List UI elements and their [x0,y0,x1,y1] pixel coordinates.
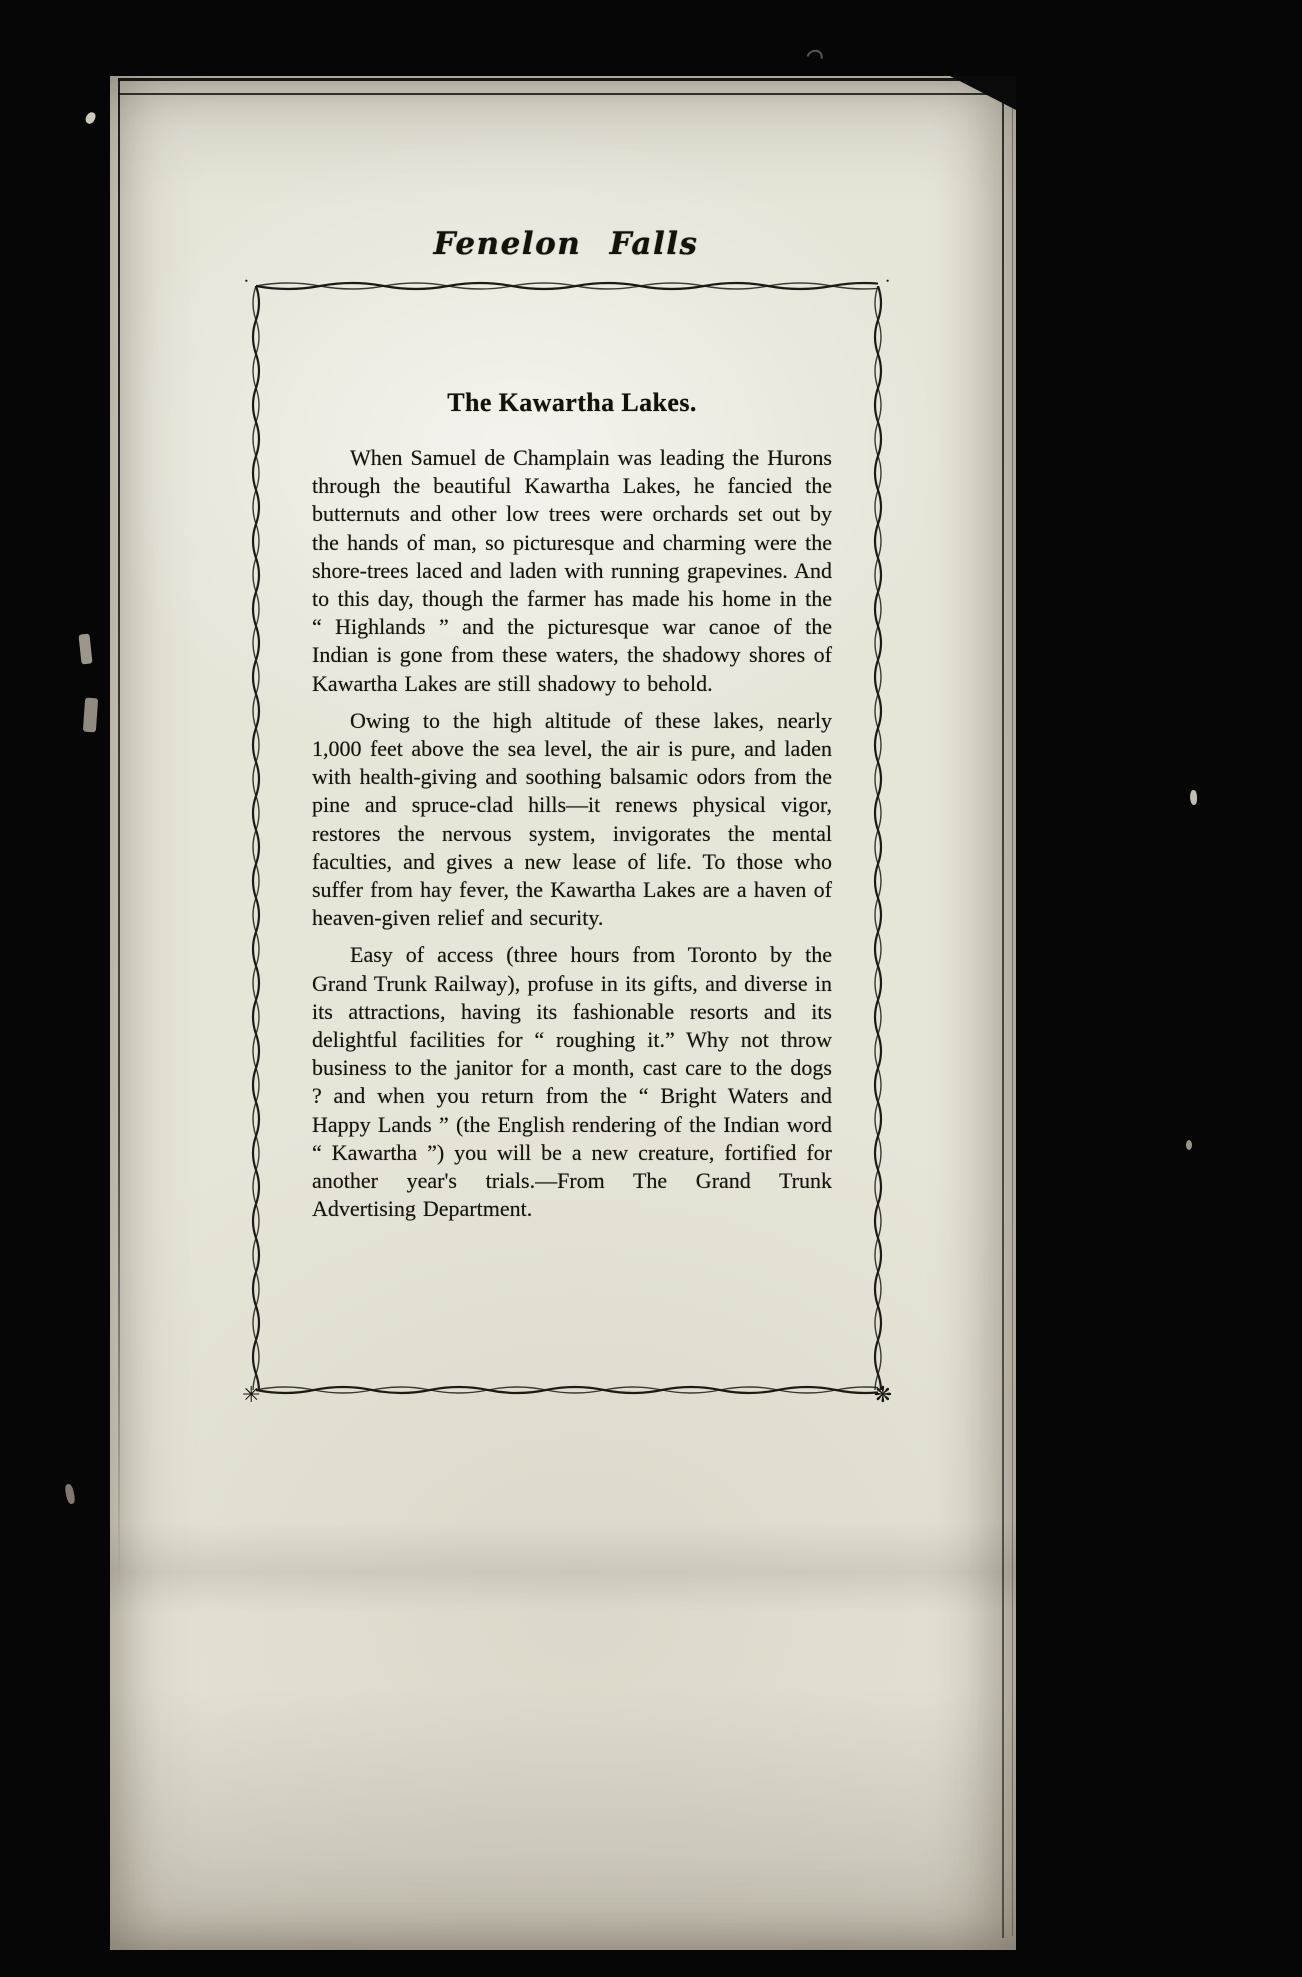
frame-corner-ornament-top-left: ∙ [244,271,249,292]
scan-artifact-margin-mark [78,634,92,665]
scan-artifact-margin-mark [83,698,98,733]
page-right-edge-rule-outer [1012,106,1013,1936]
book-page [110,76,1016,1950]
article-paragraph-3: Easy of access (three hours from Toronto by the Grand Trunk Railway), profuse in its gifts, and diverse in its attractions, having its fashionable resorts and its delightful facilities for “ roughing it.” Why not throw business to the janitor for a month, cast care to the dogs ? and when you return from the “ Bright Waters and Happy Lands ” (the English rendering of the Indian word “ Kawartha ”) you will be a new creature, fortified for another year's trials.—From The Grand Trunk Advertising Department. [312,942,832,1222]
scan-artifact-speck [1186,1140,1192,1150]
article-title: The Kawartha Lakes. [447,388,697,417]
scan-artifact-speck [84,111,96,125]
article-content [256,286,878,1390]
frame-corner-ornament-bottom-left: ✳ [242,1382,261,1407]
page-fold-shadow [110,1522,1016,1612]
scan-artifact-speck [1190,790,1197,805]
frame-corner-ornament-bottom-right: ❋ [873,1382,892,1407]
article-paragraph-1: When Samuel de Champlain was leading the Hurons through the beautiful Kawartha Lakes, he fancied the butternuts and other low trees were orchards set out by the hands of man, so picturesque and charming were the shore-trees laced and laden with running grapevines. And to this day, though the farmer has made his home in the “ Highlands ” and the picturesque war canoe of the Indian is gone from these waters, the shadowy shores of Kawartha Lakes are still shadowy to behold. [312,445,832,696]
running-head: Fenelon Falls [433,226,699,262]
scan-artifact-margin-mark [64,1483,76,1504]
page-right-edge-rule [1002,88,1004,1938]
article-paragraph-2: Owing to the high altitude of these lakes, nearly 1,000 feet above the sea level, the air is pure, and laden with health-giving and soothing balsamic odors from the pine and spruce-clad hills—it renews physical vigor, restores the nervous system, invigorates the mental faculties, and gives a new lease of life. To those who suffer from hay fever, the Kawartha Lakes are a haven of heaven-given relief and security. [312,707,832,931]
page-left-edge-rule [118,80,120,1590]
frame-corner-ornament-top-right: ∙ [885,271,890,292]
page-top-rule [118,78,1011,95]
scan-artifact-scribble [803,47,825,68]
decorative-frame [242,271,892,1407]
